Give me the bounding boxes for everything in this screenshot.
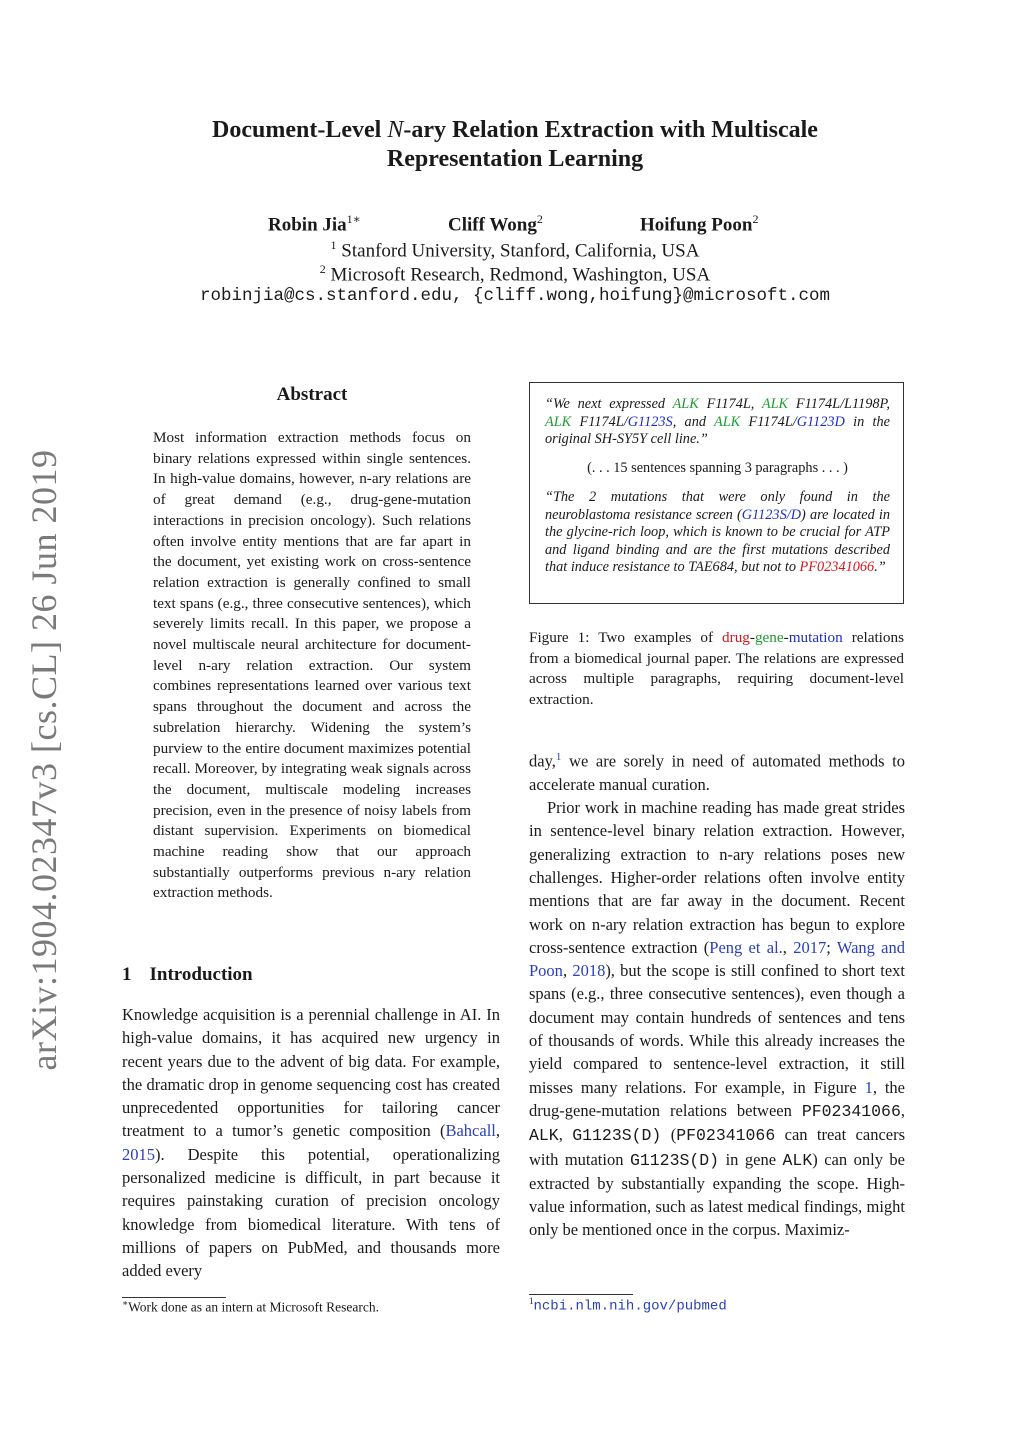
affiliation-text: Stanford University, Stanford, California, USA	[336, 240, 700, 262]
text-run: ,	[562, 961, 573, 981]
affiliation	[150, 262, 880, 286]
section-heading	[122, 964, 253, 986]
text-run: (	[661, 1125, 677, 1145]
text-run: , the drug-gene-mutation relations between	[529, 1077, 905, 1120]
text-run: Knowledge acquisition is a perennial challenge in AI. In high-value domains, it has acquired new urgency in recent years due to the advent of big data. For example, the dramatic drop in genome sequencing cost has created unprecedented opportunities for tailoring cancer treatment to a tumor’s genetic composition (	[122, 1005, 500, 1141]
footnote-link[interactable]: 1	[555, 751, 562, 763]
paper-title	[150, 116, 880, 174]
quote-text: “The 2 mutations that were only found in the neuroblastoma resistance screen (	[545, 489, 890, 523]
author-emails: robinjia@cs.stanford.edu, {cliff.wong,hoifung}@microsoft.com	[199, 286, 831, 306]
footnote	[529, 1296, 727, 1315]
footnote-mark: 1	[529, 1296, 534, 1306]
affiliation-text: Microsoft Research, Redmond, Washington, USA	[325, 264, 711, 286]
caption-mutation: mutation	[788, 629, 843, 646]
citation-link[interactable]: Bahcall	[445, 1121, 496, 1141]
author-name: Hoifung Poon	[640, 214, 753, 236]
figure-1-box	[529, 382, 904, 604]
right-column-text	[529, 746, 905, 1242]
mutation-mention: G1123S	[627, 413, 673, 430]
mutation-mention: G1123D	[796, 413, 845, 430]
author-sup: 2	[752, 212, 759, 226]
citation-link[interactable]: 2017	[793, 937, 827, 957]
quote-text: F1174L/L1198P,	[788, 396, 891, 412]
author	[448, 212, 543, 236]
text-run: in gene	[719, 1149, 783, 1169]
code-term: ALK	[782, 1150, 813, 1170]
citation-link[interactable]: 2018	[572, 961, 606, 981]
text-run: ,	[558, 1125, 573, 1145]
quote-text: F1174L,	[698, 396, 762, 412]
code-term: PF02341066	[801, 1101, 901, 1121]
footnote-url-link[interactable]: ncbi.nlm.nih.gov/pubmed	[533, 1298, 727, 1315]
quote-text: .”	[874, 559, 886, 576]
gene-mention: ALK	[545, 413, 572, 430]
code-term: G1123S(D)	[572, 1126, 662, 1146]
author-name: Cliff Wong	[448, 214, 537, 236]
affiliation	[150, 238, 880, 262]
drug-mention: PF02341066	[799, 559, 875, 576]
figure-1-caption	[529, 628, 904, 710]
mutation-mention: G1123S/D	[741, 506, 802, 523]
figure-quote-2	[545, 489, 890, 577]
text-run: can treat cancers with mutation	[529, 1125, 906, 1169]
abstract-heading: Abstract	[276, 384, 348, 405]
section-title: Introduction	[149, 964, 253, 985]
title-line2: Representation Learning	[386, 146, 644, 172]
title-part: Document-Level	[212, 117, 388, 143]
abstract-body: Most information extraction methods focus on binary relations expressed within single sentences. In high-value domains, however, n-ary relations are of great demand (e.g., drug-gene-mutation interactions in precision oncology). Such relations often involve entity mentions that are far apart in the document, yet existing work on cross-sentence relation extraction is generally confined to small text spans (e.g., three consecutive sentences), which severely limits recall. In this paper, we propose a novel multiscale neural architecture for document-level n-ary relation extraction. Our system combines representations learned over various text spans throughout the document and across the subrelation hierarchy. Widening the system’s purview to the entire document maximizes potential recall. Moreover, by integrating weak signals across the document, multiscale modeling increases precision, even in the presence of noisy labels from distant supervision. Experiments on biomedical machine reading show that our approach substantially outperforms previous n-ary relation extraction methods.	[153, 429, 471, 902]
text-run: ,	[900, 1100, 905, 1120]
quote-text: F1174L/	[740, 413, 797, 430]
footnote	[122, 1298, 379, 1316]
caption-gene: gene	[754, 629, 784, 646]
text-run: ,	[495, 1121, 500, 1141]
gene-mention: ALK	[714, 413, 741, 430]
citation-link[interactable]: Wang and Poon	[529, 937, 906, 981]
arxiv-stamp-text: arXiv:1904.02347v3 [cs.CL] 26 Jun 2019	[24, 449, 64, 1071]
gene-mention: ALK	[672, 396, 699, 412]
text-run: ), but the scope is still confined to short text spans (e.g., three consecutive sentences), even though a document may contain hundreds of sentences and tens of thousands of words. While this already increases the yield compared to sentence-level extraction, it still misses many relations. For example, in Figure	[529, 961, 906, 1097]
text-run: ;	[826, 937, 837, 957]
author-sup: 2	[536, 212, 543, 226]
citation-link[interactable]: 2015	[122, 1144, 155, 1164]
text-run: ,	[782, 937, 794, 957]
footnote-rule	[529, 1294, 633, 1295]
section-number: 1	[122, 964, 132, 985]
title-variable: N	[387, 117, 404, 143]
affiliation-sup: 2	[319, 262, 326, 276]
gene-mention: ALK	[761, 396, 789, 412]
quote-text: F1174L/	[571, 413, 628, 430]
affiliation-sup: 1	[330, 238, 337, 252]
author	[268, 212, 361, 236]
text-run: we are sorely in need of automated methods to accelerate manual curation.	[529, 751, 905, 794]
text-run: Prior work in machine reading has made great strides in sentence-level binary relation extraction. However, generalizing extraction to n-ary relations poses new challenges. Higher-order relations often involve entity mentions that are far away in the document. Recent work on n-ary relation extraction has begun to explore cross-sentence extraction (	[529, 798, 905, 957]
text-run: day,	[529, 751, 556, 771]
paragraph	[529, 796, 905, 1242]
code-term: G1123S(D)	[629, 1150, 720, 1170]
footnote-mark: ∗	[122, 1298, 129, 1308]
citation-link[interactable]: Peng et al.	[709, 937, 783, 957]
figure-ref-link[interactable]: 1	[864, 1077, 873, 1097]
author-name: Robin Jia	[268, 214, 347, 236]
footnote-text: Work done as an intern at Microsoft Research.	[128, 1299, 379, 1315]
caption-text: -	[749, 629, 755, 646]
quote-text: ) are located in the glycine-rich loop, which is known to be crucial for ATP and ligand binding and are the first mutations described that induce resistance to TAE684, but not to	[545, 506, 890, 576]
figure-quote-1	[545, 396, 890, 449]
author-list	[150, 212, 880, 238]
author-sup: 1∗	[346, 212, 361, 226]
caption-text: -	[783, 629, 789, 646]
text-run: ). Despite this potential, operationalizing personalized medicine is difficult, in part because it requires painstaking curation of precision oncology knowledge from biomedical literature. With tens of millions of papers on PubMed, and thousands more added every	[122, 1144, 500, 1281]
quote-text: “We next expressed	[545, 396, 673, 412]
author	[640, 212, 758, 236]
quote-text: , and	[672, 413, 714, 430]
caption-text: Figure 1: Two examples of	[529, 629, 723, 646]
intro-paragraph	[122, 1003, 500, 1283]
caption-text: relations from a biomedical journal paper. The relations are expressed across multiple paragraphs, requiring document-level extraction.	[529, 629, 904, 708]
code-term: ALK	[529, 1126, 559, 1146]
code-term: PF02341066	[676, 1126, 776, 1146]
caption-drug: drug	[722, 629, 750, 646]
paragraph	[529, 746, 905, 796]
text-run: ) can only be extracted by substantially expanding the scope. High-value information, such as latest medical findings, might only be mentioned once in the corpus. Maximiz-	[529, 1149, 905, 1240]
figure-ellipsis: (. . . 15 sentences spanning 3 paragraphs . . . )	[587, 460, 848, 476]
quote-text: in the original SH-SY5Y cell line.”	[545, 413, 890, 448]
title-part: -ary Relation Extraction with Multiscale	[403, 117, 818, 143]
